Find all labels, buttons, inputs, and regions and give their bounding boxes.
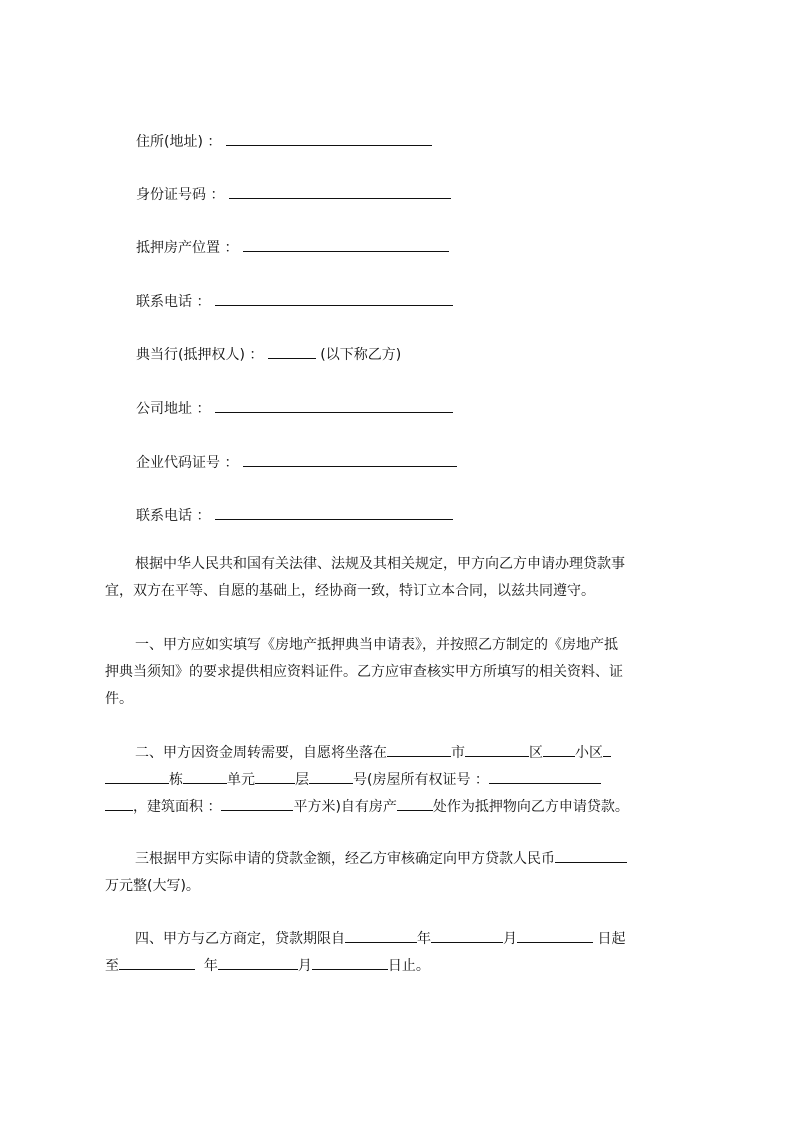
end-year-blank[interactable] [119,955,195,970]
field-company-address-blank[interactable] [215,398,453,413]
clause-1-line-1: 一、甲方应如实填写《房地产抵押典当申请表》，并按照乙方制定的《房地产抵 [135,637,618,653]
clause-3 [105,846,702,900]
field-company-code-blank[interactable] [243,452,457,467]
start-month-blank[interactable] [431,928,503,943]
start-day-label: 日起 [597,931,626,947]
district-blank[interactable] [465,742,529,757]
building-blank[interactable] [105,769,169,784]
property-blank[interactable] [397,796,433,811]
floor-label: 层 [295,772,309,788]
field-pawnshop-suffix: (以下称乙方) [320,347,402,363]
clause-2-line-2 [105,767,702,794]
area-label: ，建筑面积 ： [133,799,222,815]
field-address [136,131,432,152]
field-id-number [136,184,451,205]
field-phone-b-blank[interactable] [215,505,453,520]
clause-4-line-2 [105,953,702,980]
number-label: 号(房屋所有权证号 ： [353,772,489,788]
field-address-blank[interactable] [226,131,432,146]
start-month-label: 月 [503,931,517,947]
field-pawnshop-label: 典当行(抵押权人) ： [136,347,264,363]
field-property-location-label: 抵押房产位置 ： [136,240,239,256]
field-company-address [136,398,453,419]
field-property-location [136,237,449,258]
clause-2-tail: 处作为抵押物向乙方申请贷款。 [432,799,629,815]
clause-4 [105,926,702,980]
field-company-code-label: 企业代码证号 ： [136,455,239,471]
clause-2-line-3 [105,794,702,821]
clause-4-line-1 [105,926,702,953]
unit-label: 单元 [227,772,255,788]
certificate-tail-blank[interactable] [105,796,133,811]
field-phone-a-blank[interactable] [215,291,453,306]
floor-blank[interactable] [255,769,295,784]
clause-2-intro: 二、甲方因资金周转需要，自愿将坐落在 [135,745,387,761]
city-blank[interactable] [387,742,451,757]
area-blank[interactable] [221,796,293,811]
to-label: 至 [105,958,119,974]
start-year-blank[interactable] [345,928,417,943]
end-month-blank[interactable] [218,955,298,970]
field-pawnshop [136,344,401,365]
clause-1 [105,632,702,713]
clause-2-line-1 [105,740,702,767]
clause-3-text: 三根据甲方实际申请的贷款金额，经乙方审核确定向甲方贷款人民币 [135,851,555,867]
field-phone-b-label: 联系电话 ： [136,508,211,524]
field-id-number-blank[interactable] [229,184,451,199]
community-blank[interactable] [543,742,575,757]
district-label: 区 [529,745,543,761]
building-label: 栋 [169,772,183,788]
loan-amount-blank[interactable] [555,848,627,863]
field-property-location-blank[interactable] [243,237,449,252]
community-tail-blank[interactable] [603,742,611,757]
city-label: 市 [451,745,465,761]
start-day-blank[interactable] [517,928,593,943]
clause-4-text: 四、甲方与乙方商定，贷款期限自 [135,931,345,947]
field-address-label: 住所(地址) ： [136,134,222,150]
unit-blank[interactable] [183,769,227,784]
field-company-code [136,452,457,473]
field-company-address-label: 公司地址 ： [136,401,211,417]
end-year-label: 年 [203,958,218,974]
clause-3-line-1 [105,846,702,873]
clause-1-line-2: 押典当须知》的要求提供相应资料证件。乙方应审查核实甲方所填写的相关资料、证 [105,664,623,680]
clause-1-line-3: 件。 [105,691,133,707]
intro-line-1: 根据中华人民共和国有关法律、法规及其相关规定，甲方向乙方申请办理贷款事 [135,556,625,572]
field-phone-a [136,291,453,312]
end-day-label: 日止。 [387,958,430,974]
field-id-number-label: 身份证号码 ： [136,187,225,203]
field-phone-a-label: 联系电话 ： [136,294,211,310]
area-unit: 平方米)自有房产 [293,799,397,815]
number-blank[interactable] [309,769,353,784]
field-phone-b [136,505,453,526]
end-day-blank[interactable] [312,955,388,970]
intro-line-2: 宜，双方在平等、自愿的基础上，经协商一致，特订立本合同，以兹共同遵守。 [105,583,595,599]
field-pawnshop-blank[interactable] [268,344,316,359]
end-month-label: 月 [297,958,312,974]
intro-paragraph [105,551,702,605]
start-year-label: 年 [417,931,431,947]
community-label: 小区 [575,745,603,761]
clause-3-line-2: 万元整(大写)。 [105,878,200,894]
certificate-blank[interactable] [489,769,601,784]
clause-2 [105,740,702,821]
